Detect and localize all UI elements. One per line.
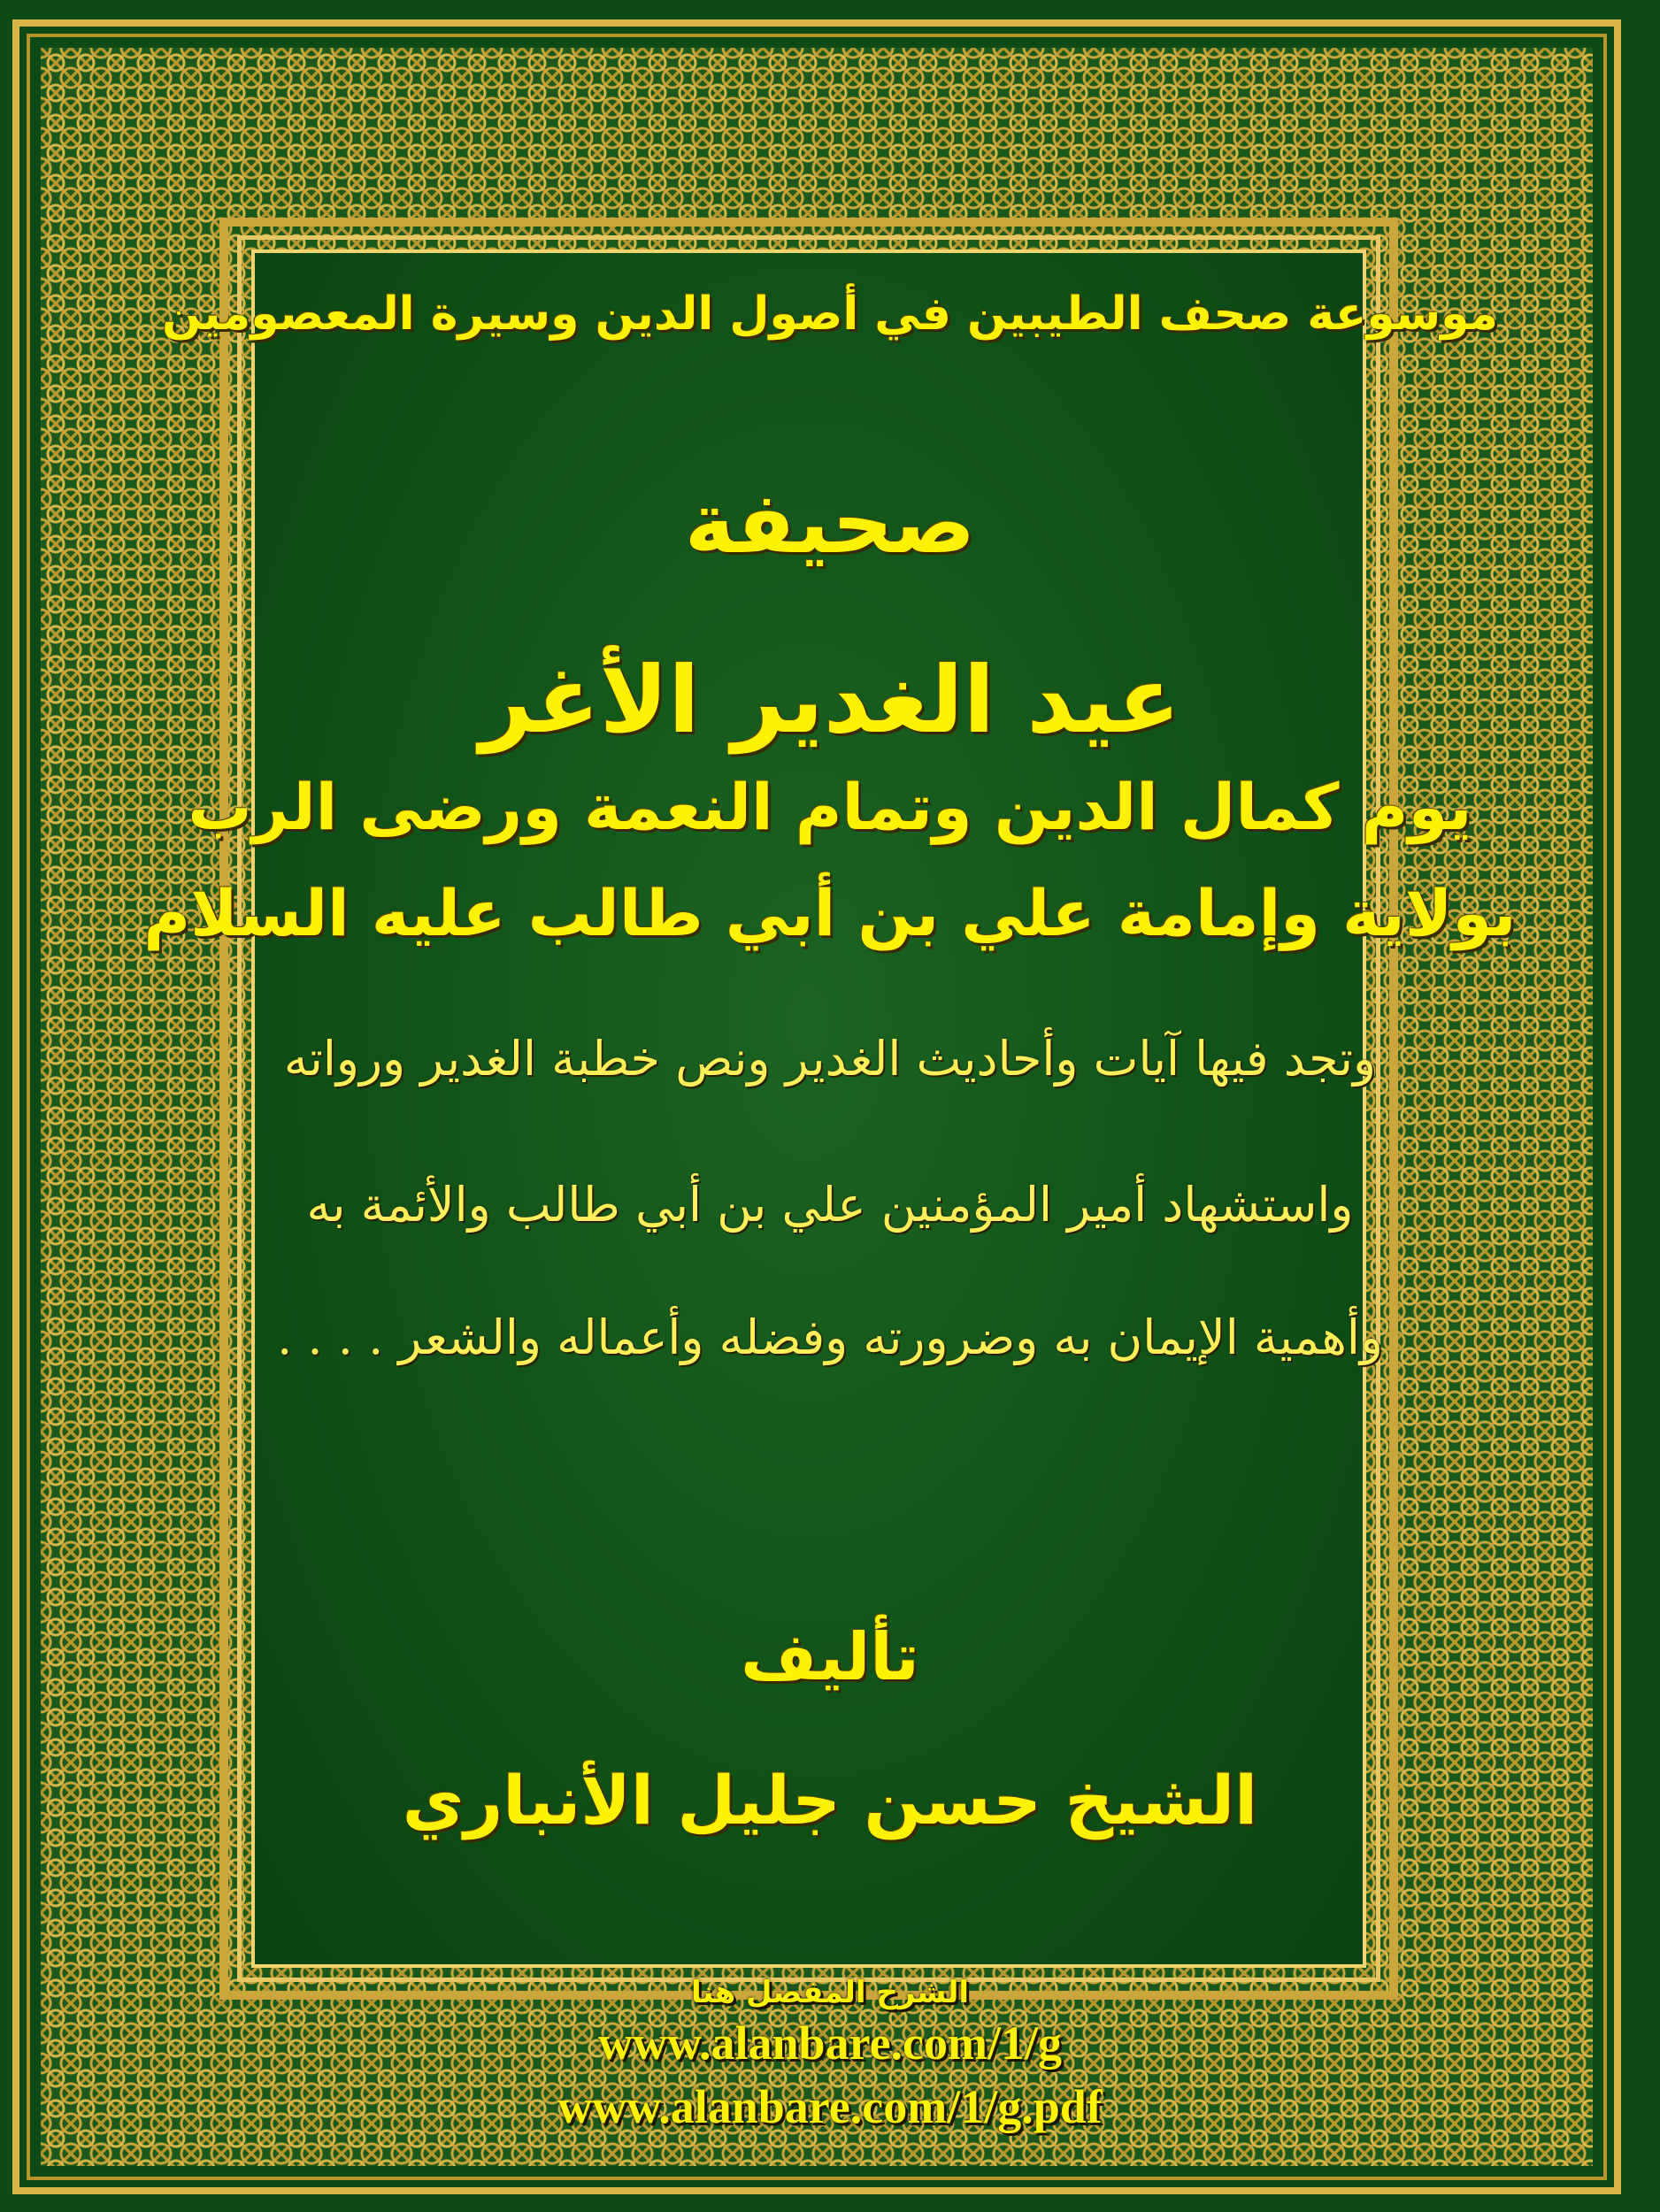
- description-line2: واستشهاد أمير المؤمنين علي بن أبي طالب والأئمة به: [306, 1177, 1354, 1233]
- description-line1: وتجد فيها آيات وأحاديث الغدير ونص خطبة الغدير ورواته: [283, 1031, 1377, 1087]
- author-name: الشيخ حسن جليل الأنباري: [402, 1761, 1258, 1839]
- footer-label: الشرح المفصل هنا: [690, 1975, 970, 2010]
- description-line3: وأهمية الإيمان به وضرورته وفضله وأعماله والشعر . . . .: [277, 1310, 1383, 1365]
- series-title: موسوعة صحف الطيبين في أصول الدين وسيرة المعصومين: [162, 288, 1498, 341]
- website-link[interactable]: www.alanbare.com/1/g: [598, 2016, 1062, 2070]
- subtitle-line2: بولاية وإمامة علي بن أبي طالب عليه السلام: [143, 876, 1517, 950]
- pdf-link[interactable]: www.alanbare.com/1/g.pdf: [557, 2080, 1103, 2133]
- subtitle-line1: يوم كمال الدين وتمام النعمة ورضى الرب: [188, 770, 1472, 844]
- authored-by-label: تأليف: [741, 1619, 919, 1695]
- book-title-line1: صحيفة: [684, 473, 976, 572]
- book-title-line2: عيد الغدير الأغر: [479, 646, 1181, 754]
